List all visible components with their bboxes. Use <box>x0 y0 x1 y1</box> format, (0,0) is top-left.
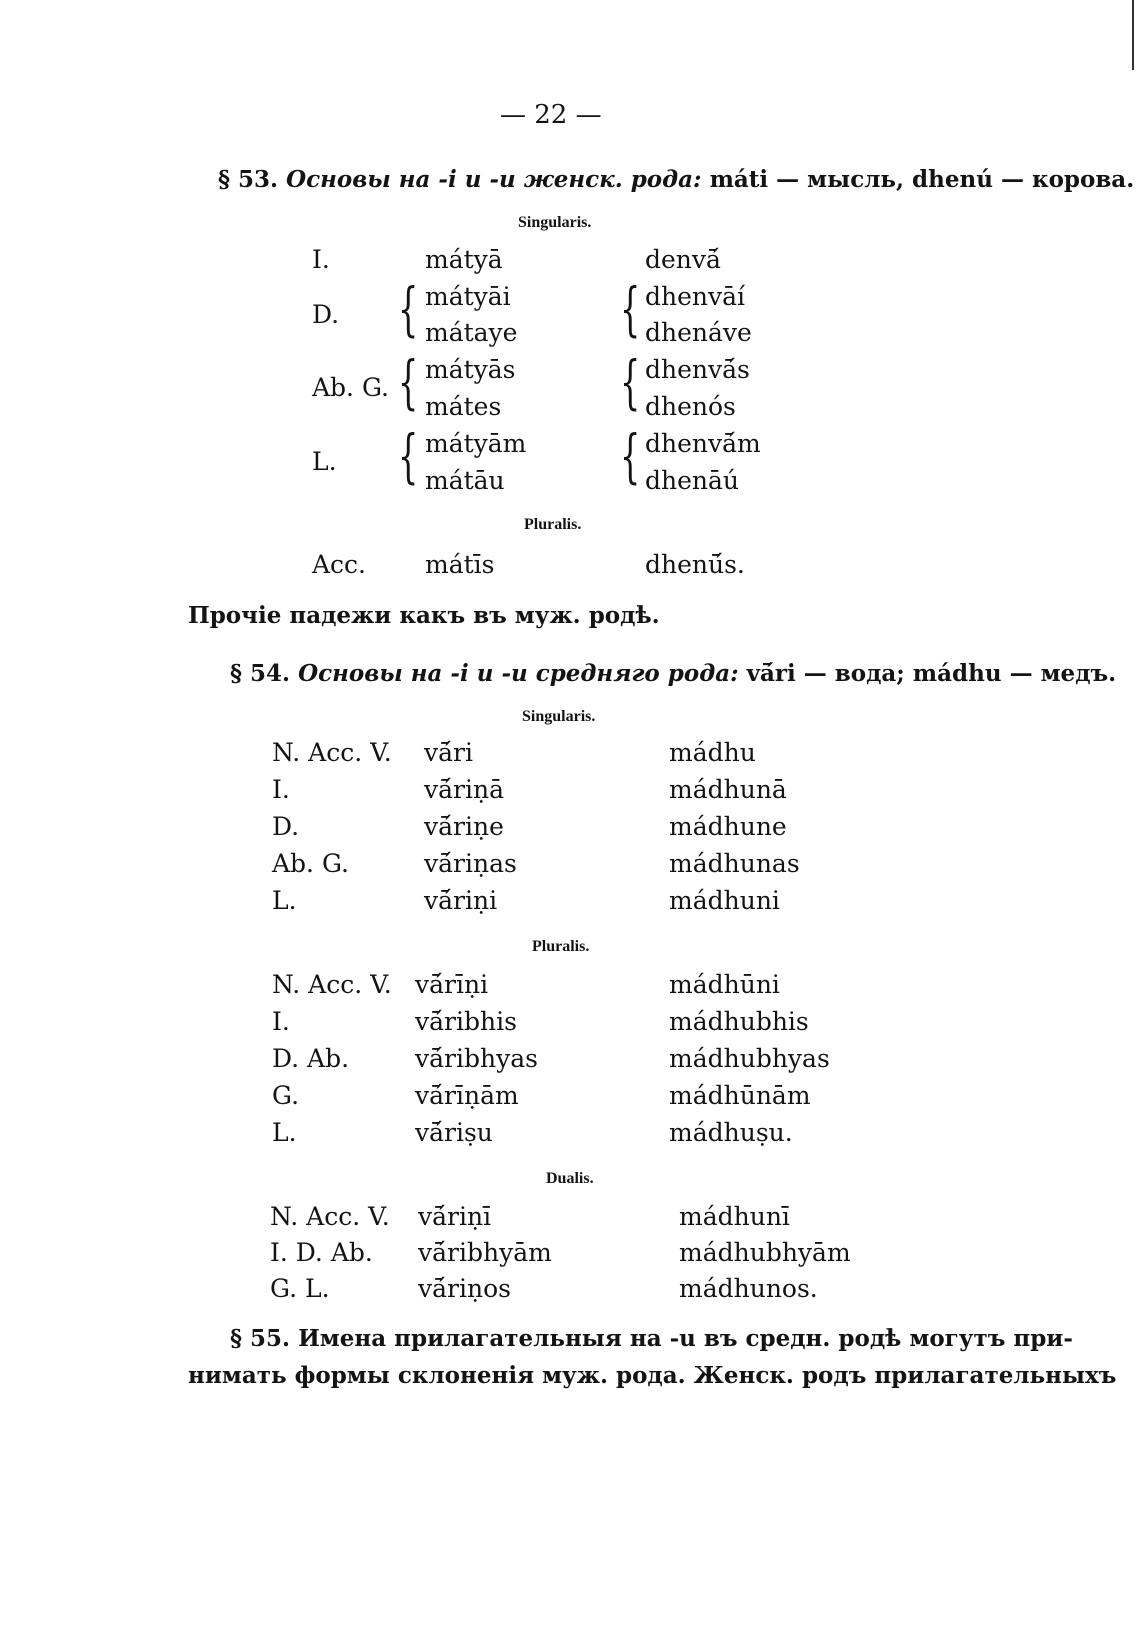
section-55-line-2: нимать формы склоненія муж. рода. Женск. родъ прилагательныхъ <box>188 1362 1117 1389</box>
s53-L-mati-2: mátāu <box>425 466 505 495</box>
s54-dual-row-0-a: vā́riṇī <box>418 1202 492 1231</box>
section-54-title: Основы на -i и -u средняго рода: <box>298 660 739 687</box>
s53-AbG-dhenu-1: dhenvā́s <box>645 355 750 384</box>
s53-singularis-label: Singularis. <box>518 214 592 231</box>
s54-plur-row-2-b: mádhubhyas <box>669 1044 830 1073</box>
s54-plur-row-2-case: D. Ab. <box>272 1044 350 1073</box>
section-53-heading <box>218 166 1134 193</box>
s54-sing-row-0-b: mádhu <box>669 738 756 767</box>
s53-case-I: I. <box>312 245 330 274</box>
section-54-number: § 54. <box>230 660 291 687</box>
brace-icon: { <box>620 348 641 416</box>
s54-dual-row-2-case: G. L. <box>270 1274 330 1303</box>
s54-sing-row-4-b: mádhuni <box>669 886 780 915</box>
brace-icon: { <box>398 348 419 416</box>
s53-D-dhenu-1: dhenvāí <box>645 282 746 311</box>
section-53-number: § 53. <box>218 166 279 193</box>
s53-case-D: D. <box>312 300 340 329</box>
s54-sing-row-0-a: vā́ri <box>424 738 473 767</box>
s53-AbG-dhenu-2: dhenós <box>645 392 736 421</box>
s54-plur-row-0-case: N. Acc. V. <box>272 970 392 999</box>
s54-sing-row-3-b: mádhunas <box>669 849 800 878</box>
s54-dual-row-1-case: I. D. Ab. <box>270 1238 373 1267</box>
brace-icon: { <box>620 275 641 343</box>
s54-sing-row-3-case: Ab. G. <box>272 849 349 878</box>
s54-dual-row-0-b: mádhunī <box>679 1202 790 1231</box>
s54-dual-row-1-a: vā́ribhyām <box>418 1238 552 1267</box>
s54-dual-row-1-b: mádhubhyām <box>679 1238 851 1267</box>
s53-case-AbG: Ab. G. <box>312 373 389 402</box>
s54-plur-row-1-case: I. <box>272 1007 290 1036</box>
s54-dual-row-2-b: mádhunos. <box>679 1274 818 1303</box>
page-number: — 22 — <box>500 100 602 130</box>
s54-plur-row-3-case: G. <box>272 1081 300 1110</box>
s53-Acc-dhenu: dhenū́s. <box>645 550 745 579</box>
s54-plur-row-4-a: vā́riṣu <box>415 1118 493 1147</box>
brace-icon: { <box>398 275 419 343</box>
section-55-text-1: Имена прилагательныя на -u въ средн. родѣ могутъ при- <box>298 1325 1073 1352</box>
s53-note: Прочіе падежи какъ въ муж. родѣ. <box>188 602 660 629</box>
s54-sing-row-1-case: I. <box>272 775 290 804</box>
section-55-line-1 <box>230 1325 1073 1352</box>
s53-case-L: L. <box>312 447 337 476</box>
s53-L-mati-1: mátyām <box>425 429 527 458</box>
s54-sing-row-0-case: N. Acc. V. <box>272 738 392 767</box>
s53-L-dhenu-2: dhenāú <box>645 466 740 495</box>
s53-Acc-mati: mátīs <box>425 550 495 579</box>
section-54-words: vā́ri — вода; mádhu — медъ. <box>746 660 1117 687</box>
s54-sing-row-4-case: L. <box>272 886 297 915</box>
s53-D-mati-1: mátyāi <box>425 282 511 311</box>
s54-sing-row-1-a: vā́riṇā <box>424 775 504 804</box>
s53-I-mati: mátyā <box>425 245 503 274</box>
s53-I-dhenu: denvā́ <box>645 245 721 274</box>
s53-AbG-mati-1: mátyās <box>425 355 516 384</box>
brace-icon: { <box>398 422 419 490</box>
s53-D-mati-2: mátaye <box>425 318 518 347</box>
s53-D-dhenu-2: dhenáve <box>645 318 752 347</box>
s54-sing-row-1-b: mádhunā <box>669 775 787 804</box>
s54-sing-row-3-a: vā́riṇas <box>424 849 517 878</box>
s54-dual-row-0-case: N. Acc. V. <box>270 1202 390 1231</box>
s53-AbG-mati-2: mátes <box>425 392 502 421</box>
s54-sing-row-2-a: vā́riṇe <box>424 812 504 841</box>
s54-pluralis-label: Pluralis. <box>532 938 590 955</box>
s54-dualis-label: Dualis. <box>546 1170 594 1187</box>
s54-plur-row-0-b: mádhūni <box>669 970 780 999</box>
s53-pluralis-label: Pluralis. <box>524 516 582 533</box>
s54-plur-row-3-b: mádhūnām <box>669 1081 811 1110</box>
section-53-words: máti — мысль, dhenú — корова. <box>709 166 1135 193</box>
s54-sing-row-2-b: mádhune <box>669 812 787 841</box>
s54-plur-row-2-a: vā́ribhyas <box>415 1044 538 1073</box>
s54-plur-row-1-a: vā́ribhis <box>415 1007 517 1036</box>
section-54-heading <box>230 660 1116 687</box>
s53-case-Acc: Acc. <box>312 550 367 579</box>
s54-plur-row-3-a: vā́rīṇām <box>415 1081 519 1110</box>
s54-sing-row-4-a: vā́riṇi <box>424 886 498 915</box>
brace-icon: { <box>620 422 641 490</box>
page-edge-line <box>1132 0 1134 70</box>
s54-dual-row-2-a: vā́riṇos <box>418 1274 511 1303</box>
s54-plur-row-4-b: mádhuṣu. <box>669 1118 793 1147</box>
s54-singularis-label: Singularis. <box>522 708 596 725</box>
s54-sing-row-2-case: D. <box>272 812 300 841</box>
s54-plur-row-1-b: mádhubhis <box>669 1007 809 1036</box>
s54-plur-row-4-case: L. <box>272 1118 297 1147</box>
section-55-number: § 55. <box>230 1325 291 1352</box>
s54-plur-row-0-a: vā́rīṇi <box>415 970 489 999</box>
s53-L-dhenu-1: dhenvā́m <box>645 429 761 458</box>
section-53-title: Основы на -i и -u женск. рода: <box>286 166 702 193</box>
